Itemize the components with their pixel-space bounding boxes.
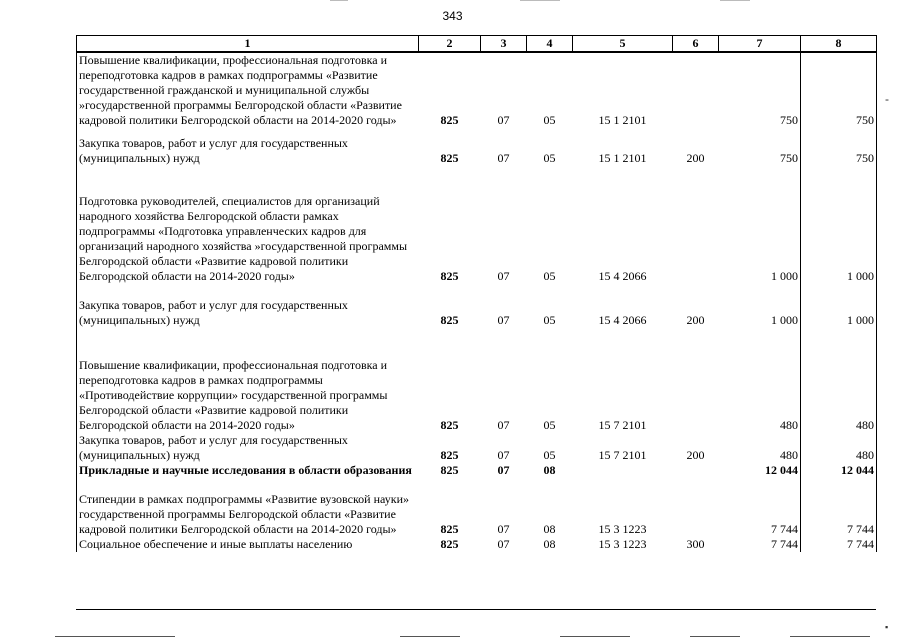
table-bottom-rule bbox=[76, 609, 876, 610]
table-row bbox=[77, 284, 877, 328]
column-header: 1 bbox=[77, 36, 419, 53]
table-row bbox=[77, 128, 877, 166]
footer-rule bbox=[560, 636, 630, 637]
footer-rule bbox=[400, 636, 460, 637]
amount-col8: 750 bbox=[801, 128, 877, 166]
column-header: 6 bbox=[673, 36, 719, 53]
row-description: Прикладные и научные исследования в области образования bbox=[77, 463, 419, 478]
amount-col8: 480 bbox=[801, 433, 877, 463]
column-header: 3 bbox=[481, 36, 527, 53]
amount-col8: 1 000 bbox=[801, 166, 877, 284]
scan-artifact bbox=[330, 0, 348, 1]
row-description: Повышение квалификации, профессиональная подготовка и переподготовка кадров в рамках подпрограммы «Противодействие коррупции» государственной программы Белгородской области «Развитие кадровой политики Белгородской области на 2014-2020 годы» bbox=[77, 328, 419, 433]
target-article-code bbox=[573, 463, 673, 478]
table-row bbox=[77, 537, 877, 552]
section-code: 07 bbox=[497, 269, 510, 283]
ministry-code: 825 bbox=[440, 151, 459, 165]
amount-col7: 480 bbox=[719, 433, 801, 463]
target-article-code: 15 3 1223 bbox=[598, 537, 647, 551]
table-row bbox=[77, 52, 877, 128]
footer-rule bbox=[790, 636, 870, 637]
amount-col7: 1 000 bbox=[719, 284, 801, 328]
amount-col7: 1 000 bbox=[719, 166, 801, 284]
subsection-code: 08 bbox=[543, 537, 556, 551]
ministry-code: 825 bbox=[440, 418, 459, 432]
amount-col7: 480 bbox=[719, 328, 801, 433]
section-code: 07 bbox=[497, 537, 510, 551]
amount-col7: 7 744 bbox=[719, 537, 801, 552]
section-code: 07 bbox=[497, 113, 510, 127]
subsection-code: 08 bbox=[543, 463, 556, 477]
ministry-code: 825 bbox=[440, 448, 459, 462]
table-row bbox=[77, 328, 877, 433]
row-description: Закупка товаров, работ и услуг для государственных (муниципальных) нужд bbox=[77, 128, 419, 166]
amount-col7: 750 bbox=[719, 52, 801, 128]
subsection-code: 05 bbox=[543, 418, 556, 432]
subsection-code: 05 bbox=[543, 448, 556, 462]
scan-artifact bbox=[720, 0, 750, 1]
margin-mark: ▪ bbox=[885, 622, 889, 632]
target-article-code: 15 3 1223 bbox=[598, 522, 647, 536]
ministry-code: 825 bbox=[440, 522, 459, 536]
expense-type-code: 300 bbox=[686, 537, 705, 551]
expense-type-code bbox=[673, 52, 719, 128]
table-row bbox=[77, 433, 877, 463]
subsection-code: 05 bbox=[543, 113, 556, 127]
table-row bbox=[77, 478, 877, 537]
ministry-code: 825 bbox=[440, 463, 459, 477]
section-code: 07 bbox=[497, 463, 510, 477]
amount-col7: 7 744 bbox=[719, 478, 801, 537]
amount-col8: 7 744 bbox=[801, 537, 877, 552]
amount-col8: 7 744 bbox=[801, 478, 877, 537]
expense-type-code bbox=[673, 478, 719, 537]
section-code: 07 bbox=[497, 313, 510, 327]
target-article-code: 15 1 2101 bbox=[598, 113, 647, 127]
target-article-code: 15 1 2101 bbox=[598, 151, 647, 165]
ministry-code: 825 bbox=[440, 537, 459, 551]
amount-col7: 12 044 bbox=[719, 463, 801, 478]
page-number: 343 bbox=[442, 9, 463, 23]
row-description: Стипендии в рамках подпрограммы «Развитие вузовской науки» государственной программы Белгородской области «Развитие кадровой политики Белгородской области на 2014-2020 годы» bbox=[77, 478, 419, 537]
footer-rule bbox=[690, 636, 740, 637]
footer-rule bbox=[55, 636, 175, 637]
subsection-code: 05 bbox=[543, 269, 556, 283]
budget-table bbox=[76, 35, 877, 552]
row-description: Социальное обеспечение и иные выплаты населению bbox=[77, 537, 419, 552]
column-header: 5 bbox=[573, 36, 673, 53]
row-description: Закупка товаров, работ и услуг для государственных (муниципальных) нужд bbox=[77, 284, 419, 328]
subsection-code: 08 bbox=[543, 522, 556, 536]
amount-col8: 1 000 bbox=[801, 284, 877, 328]
subsection-code: 05 bbox=[543, 151, 556, 165]
section-code: 07 bbox=[497, 151, 510, 165]
ministry-code: 825 bbox=[440, 113, 459, 127]
margin-mark: - bbox=[885, 92, 889, 106]
target-article-code: 15 4 2066 bbox=[598, 269, 647, 283]
column-header: 7 bbox=[719, 36, 801, 53]
expense-type-code: 200 bbox=[686, 151, 705, 165]
column-header: 8 bbox=[801, 36, 877, 53]
amount-col8: 750 bbox=[801, 52, 877, 128]
target-article-code: 15 7 2101 bbox=[598, 448, 647, 462]
scan-artifact bbox=[520, 0, 560, 1]
expense-type-code bbox=[673, 166, 719, 284]
table-row bbox=[77, 463, 877, 478]
amount-col7: 750 bbox=[719, 128, 801, 166]
table-row bbox=[77, 166, 877, 284]
section-code: 07 bbox=[497, 418, 510, 432]
section-code: 07 bbox=[497, 448, 510, 462]
ministry-code: 825 bbox=[440, 269, 459, 283]
row-description: Повышение квалификации, профессиональная подготовка и переподготовка кадров в рамках подпрограммы «Развитие государственной гражданской и муниципальной службы »государственной программы Белгородской области «Развитие кадровой политики Белгородской области на 2014-2020 годы» bbox=[77, 52, 419, 128]
section-code: 07 bbox=[497, 522, 510, 536]
expense-type-code bbox=[673, 328, 719, 433]
target-article-code: 15 4 2066 bbox=[598, 313, 647, 327]
column-header: 2 bbox=[419, 36, 481, 53]
column-header: 4 bbox=[527, 36, 573, 53]
amount-col8: 480 bbox=[801, 328, 877, 433]
ministry-code: 825 bbox=[440, 313, 459, 327]
subsection-code: 05 bbox=[543, 313, 556, 327]
expense-type-code bbox=[673, 463, 719, 478]
target-article-code: 15 7 2101 bbox=[598, 418, 647, 432]
row-description: Подготовка руководителей, специалистов для организаций народного хозяйства Белгородской области рамках подпрограммы «Подготовка управленческих кадров для организаций народного хозяйства »государственной программы Белгородской области «Развитие кадровой политики Белгородской области на 2014-2020 годы» bbox=[77, 166, 419, 284]
row-description: Закупка товаров, работ и услуг для государственных (муниципальных) нужд bbox=[77, 433, 419, 463]
amount-col8: 12 044 bbox=[801, 463, 877, 478]
expense-type-code: 200 bbox=[686, 313, 705, 327]
table-header-row bbox=[77, 36, 877, 53]
expense-type-code: 200 bbox=[686, 448, 705, 462]
